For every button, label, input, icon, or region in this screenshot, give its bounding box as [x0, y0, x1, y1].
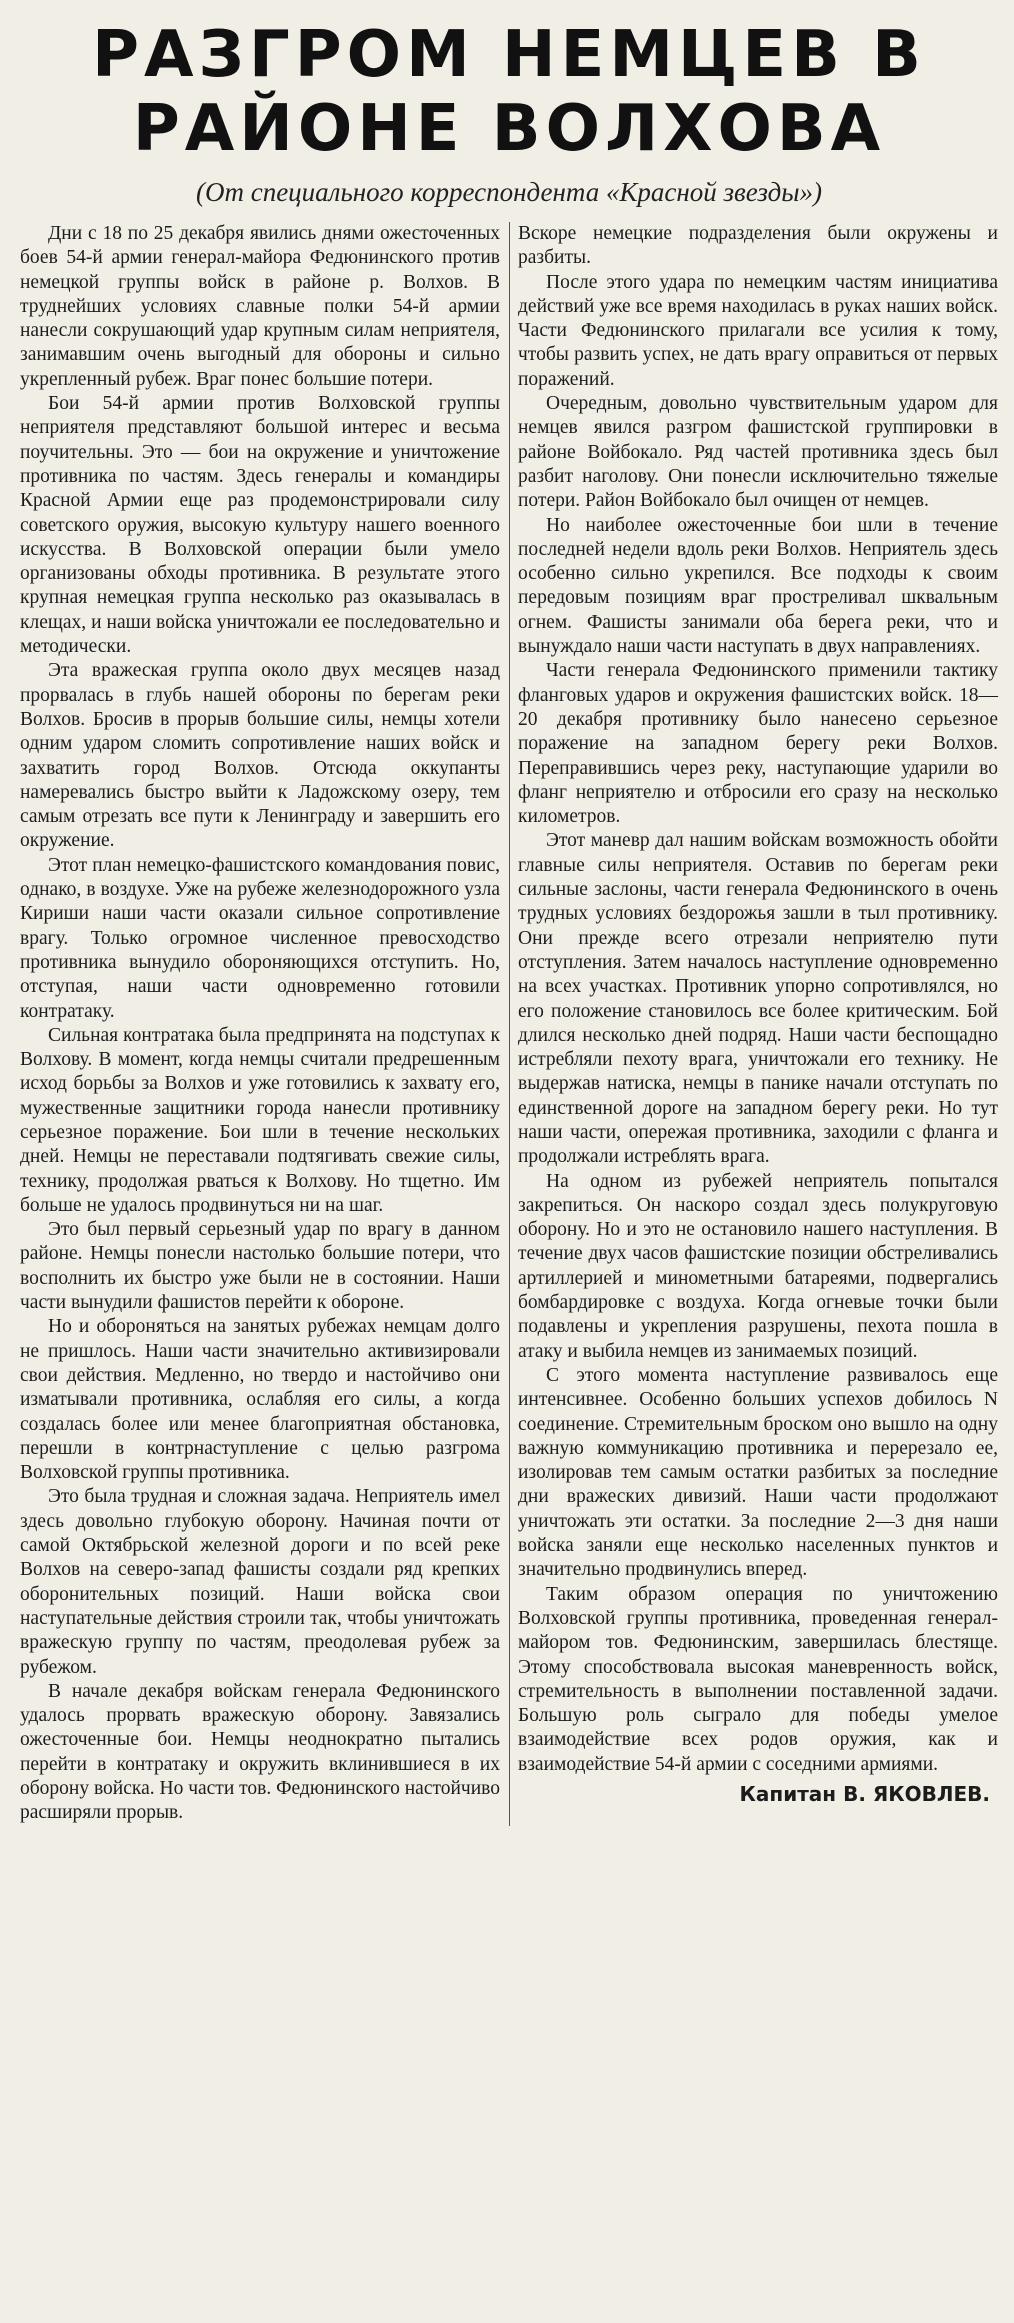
- paragraph: После этого удара по немецким частям инициатива действий уже все время находилась в руках наших войск. Части Федюнинского прилагали все усилия к тому, чтобы развить успех, не дать врагу оправиться от первых поражений.: [518, 271, 998, 390]
- paragraph: Этот план немецко-фашистского командования повис, однако, в воздухе. Уже на рубеже железнодорожного узла Кириши наши части оказали сильное сопротивление врагу. Только огромное численное превосходство противника вынудило обороняющихся отступить. Но, отступая, наши части одновременно готовили контратаку.: [20, 854, 500, 1022]
- paragraph: Бои 54-й армии против Волховской группы неприятеля представляют большой интерес и весьма поучительны. Это — бои на окружение и уничтожение противника по частям. Здесь генералы и командиры Красной Армии еще раз продемонстрировали силу советского оружия, высокую культуру нашего военного искусства. В Волховской операции были умело организованы обходы противника. В результате этого крупная немецкая группа несколько раз оказывалась в клещах, и наши войска уничтожали ее последовательно и методически.: [20, 393, 500, 658]
- paragraph: Таким образом операция по уничтожению Волховской группы противника, проведенная генерал-майором тов. Федюнинским, завершилась блестяще. Этому способствовала высокая маневренность войск, стремительность в выполнении поставленной задачи. Большую роль сыграло для победы умелое взаимодействие всех родов оружия, как и взаимодействие 54-й армии с соседними армиями.: [518, 1583, 998, 1775]
- paragraph: Но наиболее ожесточенные бои шли в течение последней недели вдоль реки Волхов. Неприятель здесь особенно сильно укрепился. Все подходы к своим передовым позициям враг простреливал шквальным огнем. Фашисты занимали оба берега реки, что и вынуждало наши части наступать в двух направлениях.: [518, 514, 998, 658]
- paragraph: Этот маневр дал нашим войскам возможность обойти главные силы неприятеля. Оставив по берегам реки сильные заслоны, части генерала Федюнинского в очень трудных условиях бездорожья зашли в тыл противнику. Они прежде всего отрезали неприятелю пути отступления. Затем началось наступление одновременно на всех участках. Противник упорно сопротивлялся, но его положение становилось все более критическим. Бой длился несколько дней подряд. Наши части беспощадно истребляли пехоту врага, уничтожали его технику. Не выдержав натиска, немцы в панике начали отступать по единственной дороге на западном берегу реки. Но тут наши части, опережая противника, заходили с фланга и продолжали истреблять врага.: [518, 830, 998, 1168]
- paragraph: Дни с 18 по 25 декабря явились днями ожесточенных боев 54-й армии генерал-майора Федюнинского против немецкой группы войск в районе р. Волхов. В труднейших условиях славные полки 54-й армии нанесли сокрушающий удар крупным силам неприятеля, занимавшим очень выгодный для обороны и сильно укрепленный рубеж. Враг понес большие потери.: [20, 223, 500, 390]
- paragraph: Это была трудная и сложная задача. Неприятель имел здесь довольно глубокую оборону. Начиная почти от самой Октябрьской железной дороги и по всей реке Волхов на северо-запад фашисты создали ряд крепких оборонительных позиций. Наши войска свои наступательные действия строили так, чтобы уничтожать вражескую группу по частям, преодолевая рубеж за рубежом.: [20, 1486, 500, 1678]
- left-column: [20, 222, 500, 1826]
- paragraph: В начале декабря войскам генерала Федюнинского удалось прорвать вражескую оборону. Завязались ожесточенные бои. Немцы неоднократно пытались перейти в контратаку и окружить вклинившиеся в их оборону войска. Но части тов. Федюнинского настойчиво расширяли прорыв.: [20, 1680, 500, 1824]
- right-column: [518, 222, 998, 1807]
- paragraph: На одном из рубежей неприятель попытался закрепиться. Он наскоро создал здесь полукруговую оборону. Но и это не остановило нашего наступления. В течение двух часов фашистские позиции обстреливались артиллерией и минометными батареями, подвергались бомбардировке с воздуха. Когда огневые точки были подавлены и укрепления разрушены, пехота пошла в атаку и выбила немцев из занимаемых позиций.: [518, 1170, 998, 1362]
- headline: [20, 18, 998, 166]
- byline-subtitle: (От специального корреспондента «Красной звезды»): [195, 177, 823, 207]
- paragraph: Это был первый серьезный удар по врагу в данном районе. Немцы понесли настолько большие потери, что восполнить их быстро уже были не в состоянии. Наши части вынудили фашистов перейти к обороне.: [20, 1219, 500, 1314]
- headline-line-1: РАЗГРОМ НЕМЦЕВ В: [92, 18, 926, 92]
- paragraph: Но и обороняться на занятых рубежах немцам долго не пришлось. Наши части значительно активизировали свои действия. Медленно, но твердо и настойчиво они изматывали противника, ослабляя его силы, а когда создалась более или менее благоприятная обстановка, перешли в контрнаступление с целью разгрома Волховской группы противника.: [20, 1316, 500, 1484]
- paragraph: Эта вражеская группа около двух месяцев назад прорвалась в глубь нашей обороны по берегам реки Волхов. Бросив в прорыв большие силы, немцы хотели одним ударом сломить сопротивление наших войск и захватить город Волхов. Отсюда оккупанты намеревались быстро выйти к Ладожскому озеру, тем самым отрезать все пути к Ленинграду и завершить его окружение.: [20, 660, 500, 852]
- paragraph: Части генерала Федюнинского применили тактику фланговых ударов и окружения фашистских войск. 18—20 декабря противнику было нанесено серьезное поражение на западном берегу реки Волхов. Переправившись через реку, наступающие ударили во фланг неприятелю и отбросили его сразу на несколько километров.: [518, 660, 998, 828]
- paragraph: Сильная контратака была предпринята на подступах к Волхову. В момент, когда немцы считали предрешенным исход борьбы за Волхов и уже готовились к захвату его, мужественные защитники города нанесли противнику серьезное поражение. Бои шли в течение нескольких дней. Немцы не переставали подтягивать свежие силы, технику, продолжая рваться к Волхову. Но тщетно. Им больше не удалось продвинуться ни на шаг.: [20, 1024, 500, 1216]
- column-divider: [509, 222, 510, 1826]
- article-columns: [20, 222, 998, 1826]
- paragraph: Вскоре немецкие подразделения были окружены и разбиты.: [518, 223, 998, 269]
- paragraph: С этого момента наступление развивалось еще интенсивнее. Особенно больших успехов добилось N соединение. Стремительным броском оно вышло на одну важную коммуникацию противника и перерезало ее, изолировав тем самым остатки разбитых за последние дни вражеских дивизий. Наши части продолжают уничтожать эти остатки. За последние 2—3 дня наши войска заняли еще несколько населенных пунктов и значительно продвинулись вперед.: [518, 1364, 998, 1581]
- author-signature: Капитан В. ЯКОВЛЕВ.: [739, 1782, 990, 1806]
- paragraph: Очередным, довольно чувствительным ударом для немцев явился разгром фашистской группировки в районе Войбокало. Ряд частей противника здесь был разбит наголову. Они понесли исключительно тяжелые потери. Район Войбокало был очищен от немцев.: [518, 393, 998, 512]
- headline-line-2: РАЙОНЕ ВОЛХОВА: [132, 92, 886, 166]
